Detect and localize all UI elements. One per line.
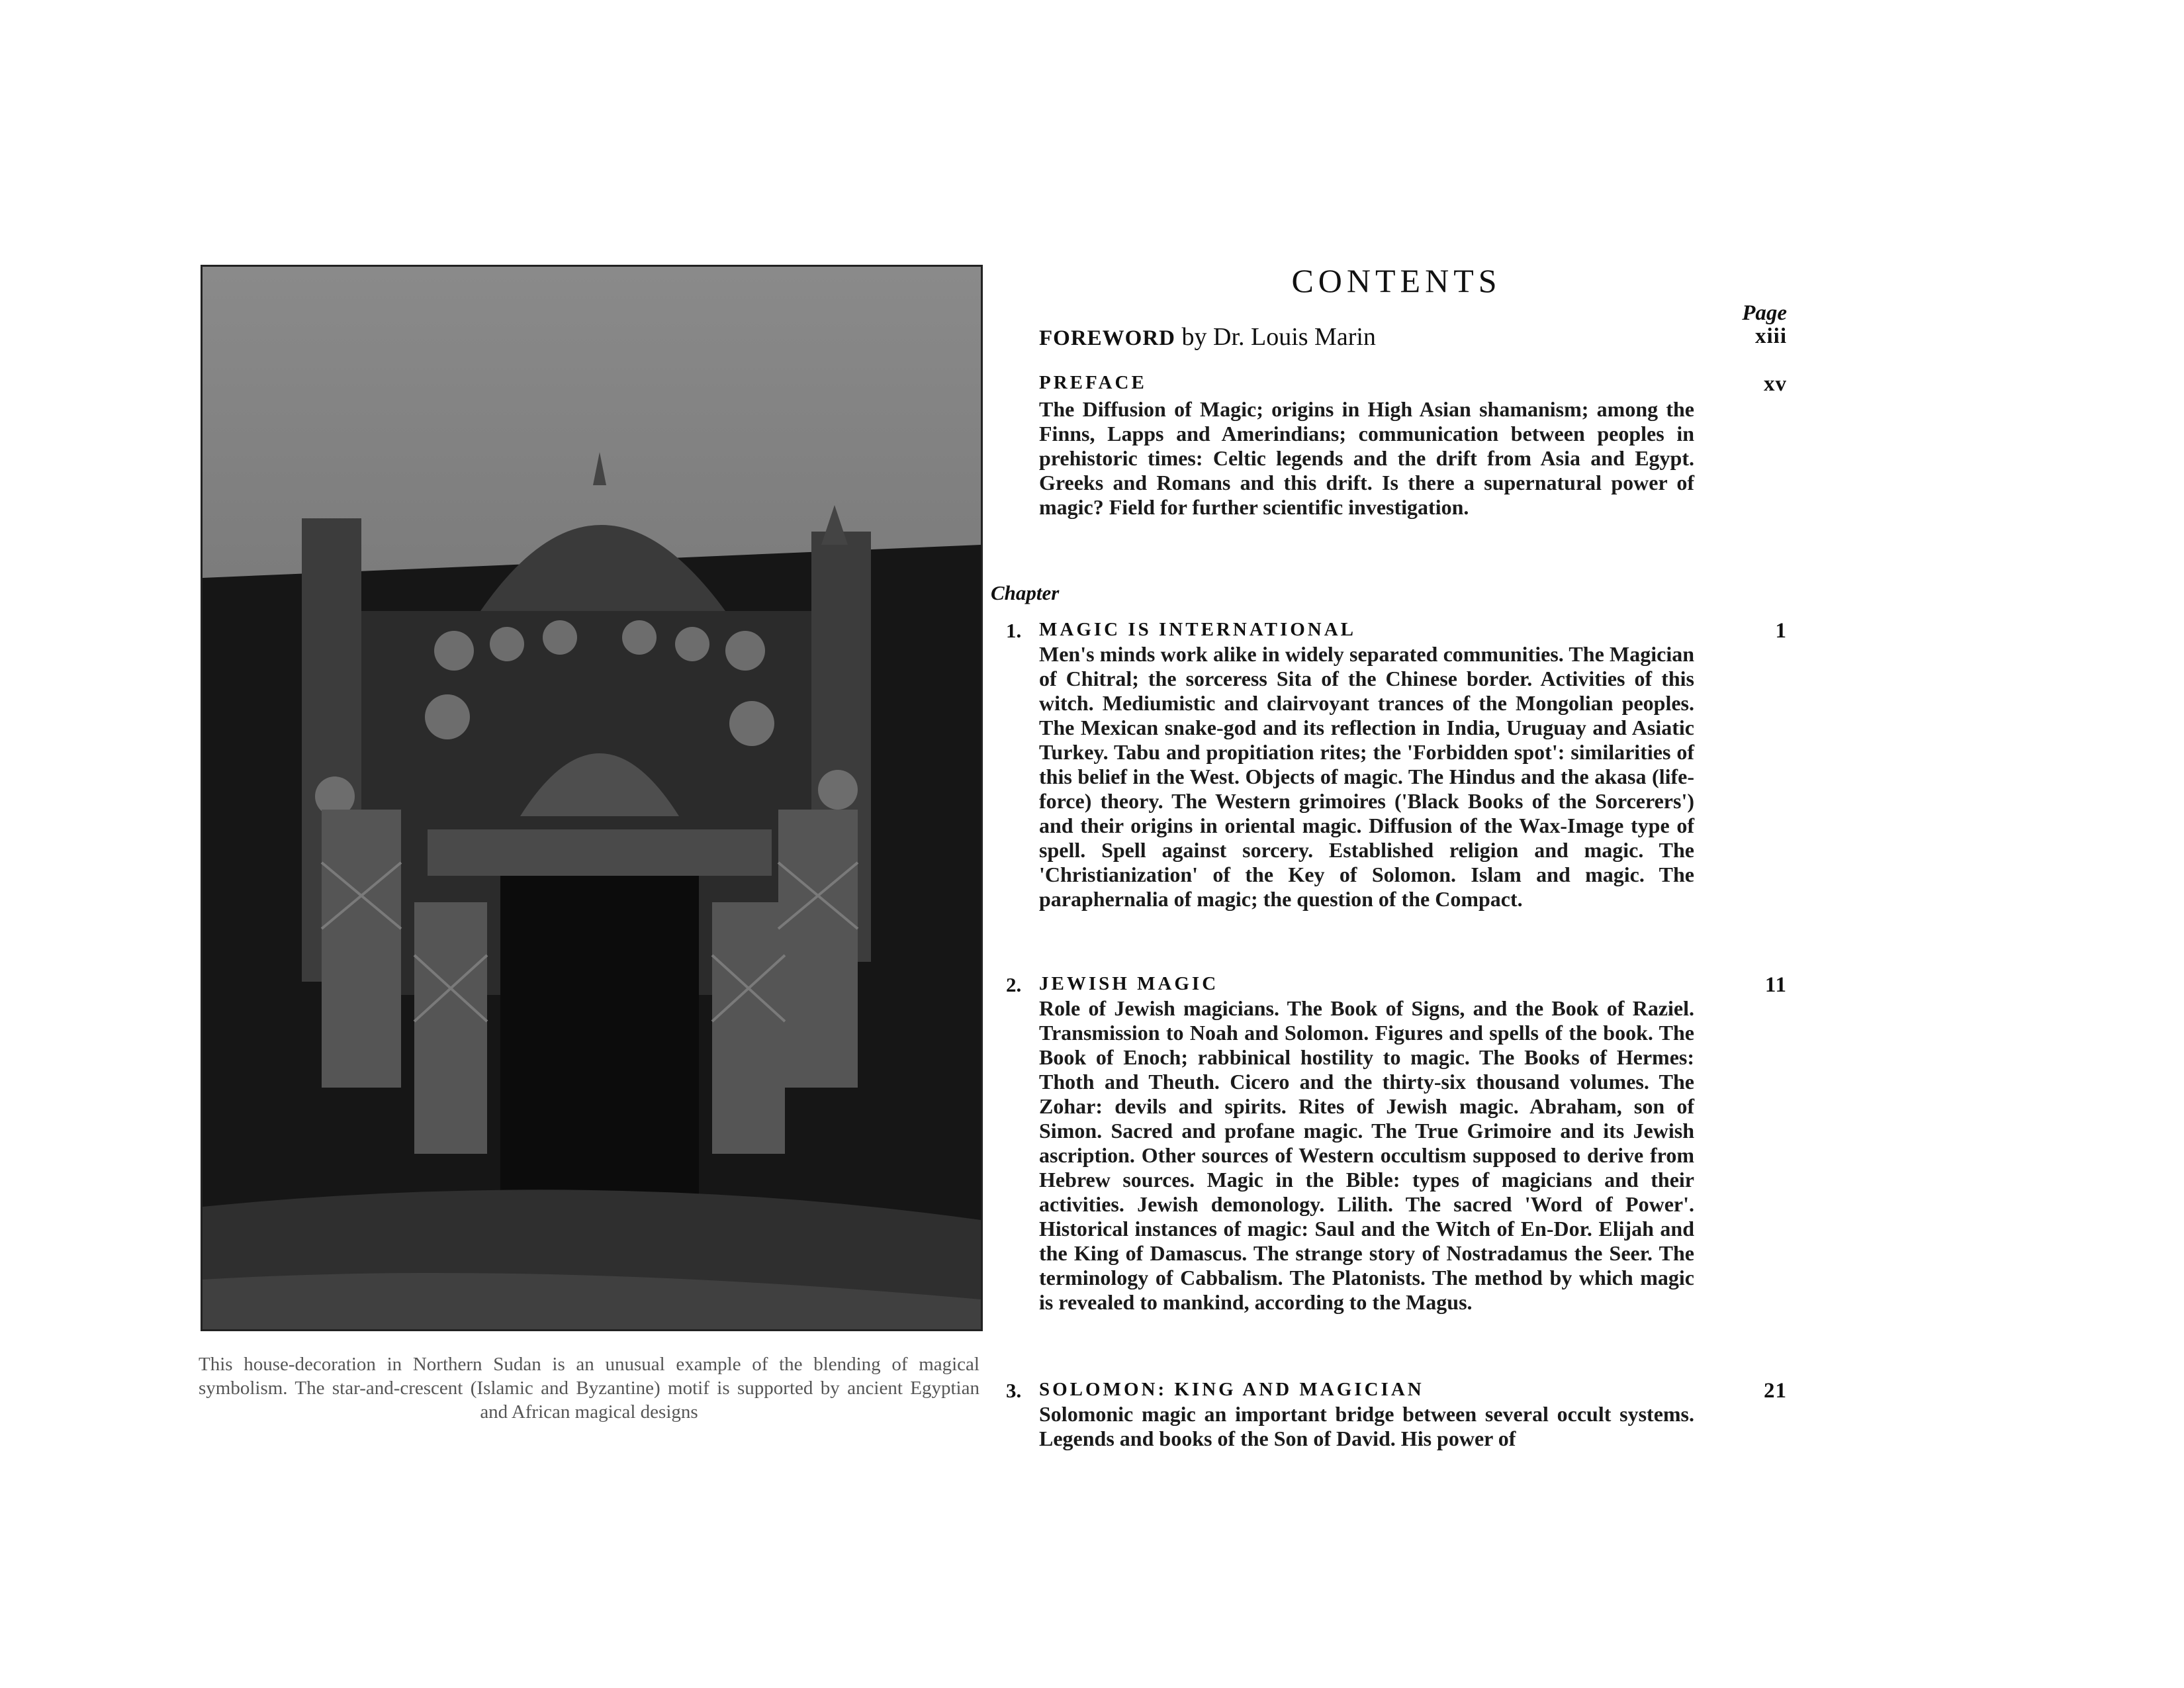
chapter-1-page: 1: [1775, 619, 1787, 643]
chapter-1-number: 1.: [1006, 619, 1022, 642]
chapter-3-summary: Solomonic magic an important bridge between several occult systems. Legends and books of the Son of David. His power of: [1039, 1402, 1694, 1450]
chapter-2-title: JEWISH MAGIC: [1039, 973, 1219, 994]
photo-caption: This house-decoration in Northern Sudan is an unusual example of the blending of magical symbolism. The star-and-crescent (Islamic and Byzantine) motif is supported by ancient Egyptian and African magical designs: [199, 1354, 979, 1423]
chapter-3-title: SOLOMON: KING AND MAGICIAN: [1039, 1379, 1424, 1400]
chapter-2-number: 2.: [1006, 973, 1022, 996]
photograph: [201, 265, 983, 1331]
preface-page: xv: [1764, 372, 1787, 396]
preface-summary: The Diffusion of Magic; origins in High Asian shamanism; among the Finns, Lapps and Amerindians; communication between peoples in prehistoric times: Celtic legends and the drift from Asia and Egypt. Greeks and Romans and this drift. Is there a supernatural power of magic? Field for further scientific investigation.: [1039, 397, 1694, 519]
chapter-1-title: MAGIC IS INTERNATIONAL: [1039, 619, 1357, 640]
house-decoration-photo: [203, 267, 981, 1329]
chapter-3-number: 3.: [1006, 1379, 1022, 1402]
chapter-2-summary: Role of Jewish magicians. The Book of Signs, and the Book of Raziel. Transmission to Noah and Solomon. Figures and spells of the book. The Book of Enoch; rabbinical hostility to magic. The Books of Hermes: Thoth and Theuth. Cicero and the thirty-six thousand volumes. The Zohar: devils and spirits. Rites of Jewish magic. Abraham, son of Simon. Sacred and profane magic. The True Grimoire and its Jewish ascription. Other sources of Western occultism supposed to derive from Hebrew sources. Magic in the Bible: types of magicians and their activities. Jewish demonology. Lilith. The sacred 'Word of Power'. Historical instances of magic: Saul and the Witch of En-Dor. Elijah and the King of Damascus. The strange story of Nostradamus the Seer. The terminology of Cabbalism. The Platonists. The method by which magic is revealed to mankind, according to the Magus.: [1039, 996, 1694, 1314]
foreword-page: xiii: [1754, 324, 1787, 348]
chapter-2-page: 11: [1764, 973, 1787, 997]
foreword-label: FOREWORD: [1039, 326, 1175, 350]
preface-label: PREFACE: [1039, 372, 1147, 393]
page-title: CONTENTS: [1291, 262, 1502, 299]
page-column-label: Page: [1742, 301, 1787, 325]
foreword-entry: [1039, 322, 1376, 352]
chapter-3-page: 21: [1764, 1379, 1787, 1403]
chapter-label: Chapter: [991, 581, 1060, 604]
chapter-1-summary: Men's minds work alike in widely separated communities. The Magician of Chitral; the sorceress Sita of the Chinese border. Activities of this witch. Mediumistic and clairvoyant trances of the Mongolian peoples. The Mexican snake-god and its reflection in India, Uruguay and Asiatic Turkey. Tabu and propitiation rites; the 'Forbidden spot': similarities of this belief in the West. Objects of magic. The Hindus and the akasa (life-force) theory. The Western grimoires ('Black Books of the Sorcerers') and their origins in oriental magic. Diffusion of the Wax-Image type of spell. Spell against sorcery. Established religion and magic. The 'Christianization' of the Key of Solomon. Islam and magic. The paraphernalia of magic; the question of the Compact.: [1039, 642, 1694, 911]
foreword-author: by Dr. Louis Marin: [1181, 323, 1376, 351]
